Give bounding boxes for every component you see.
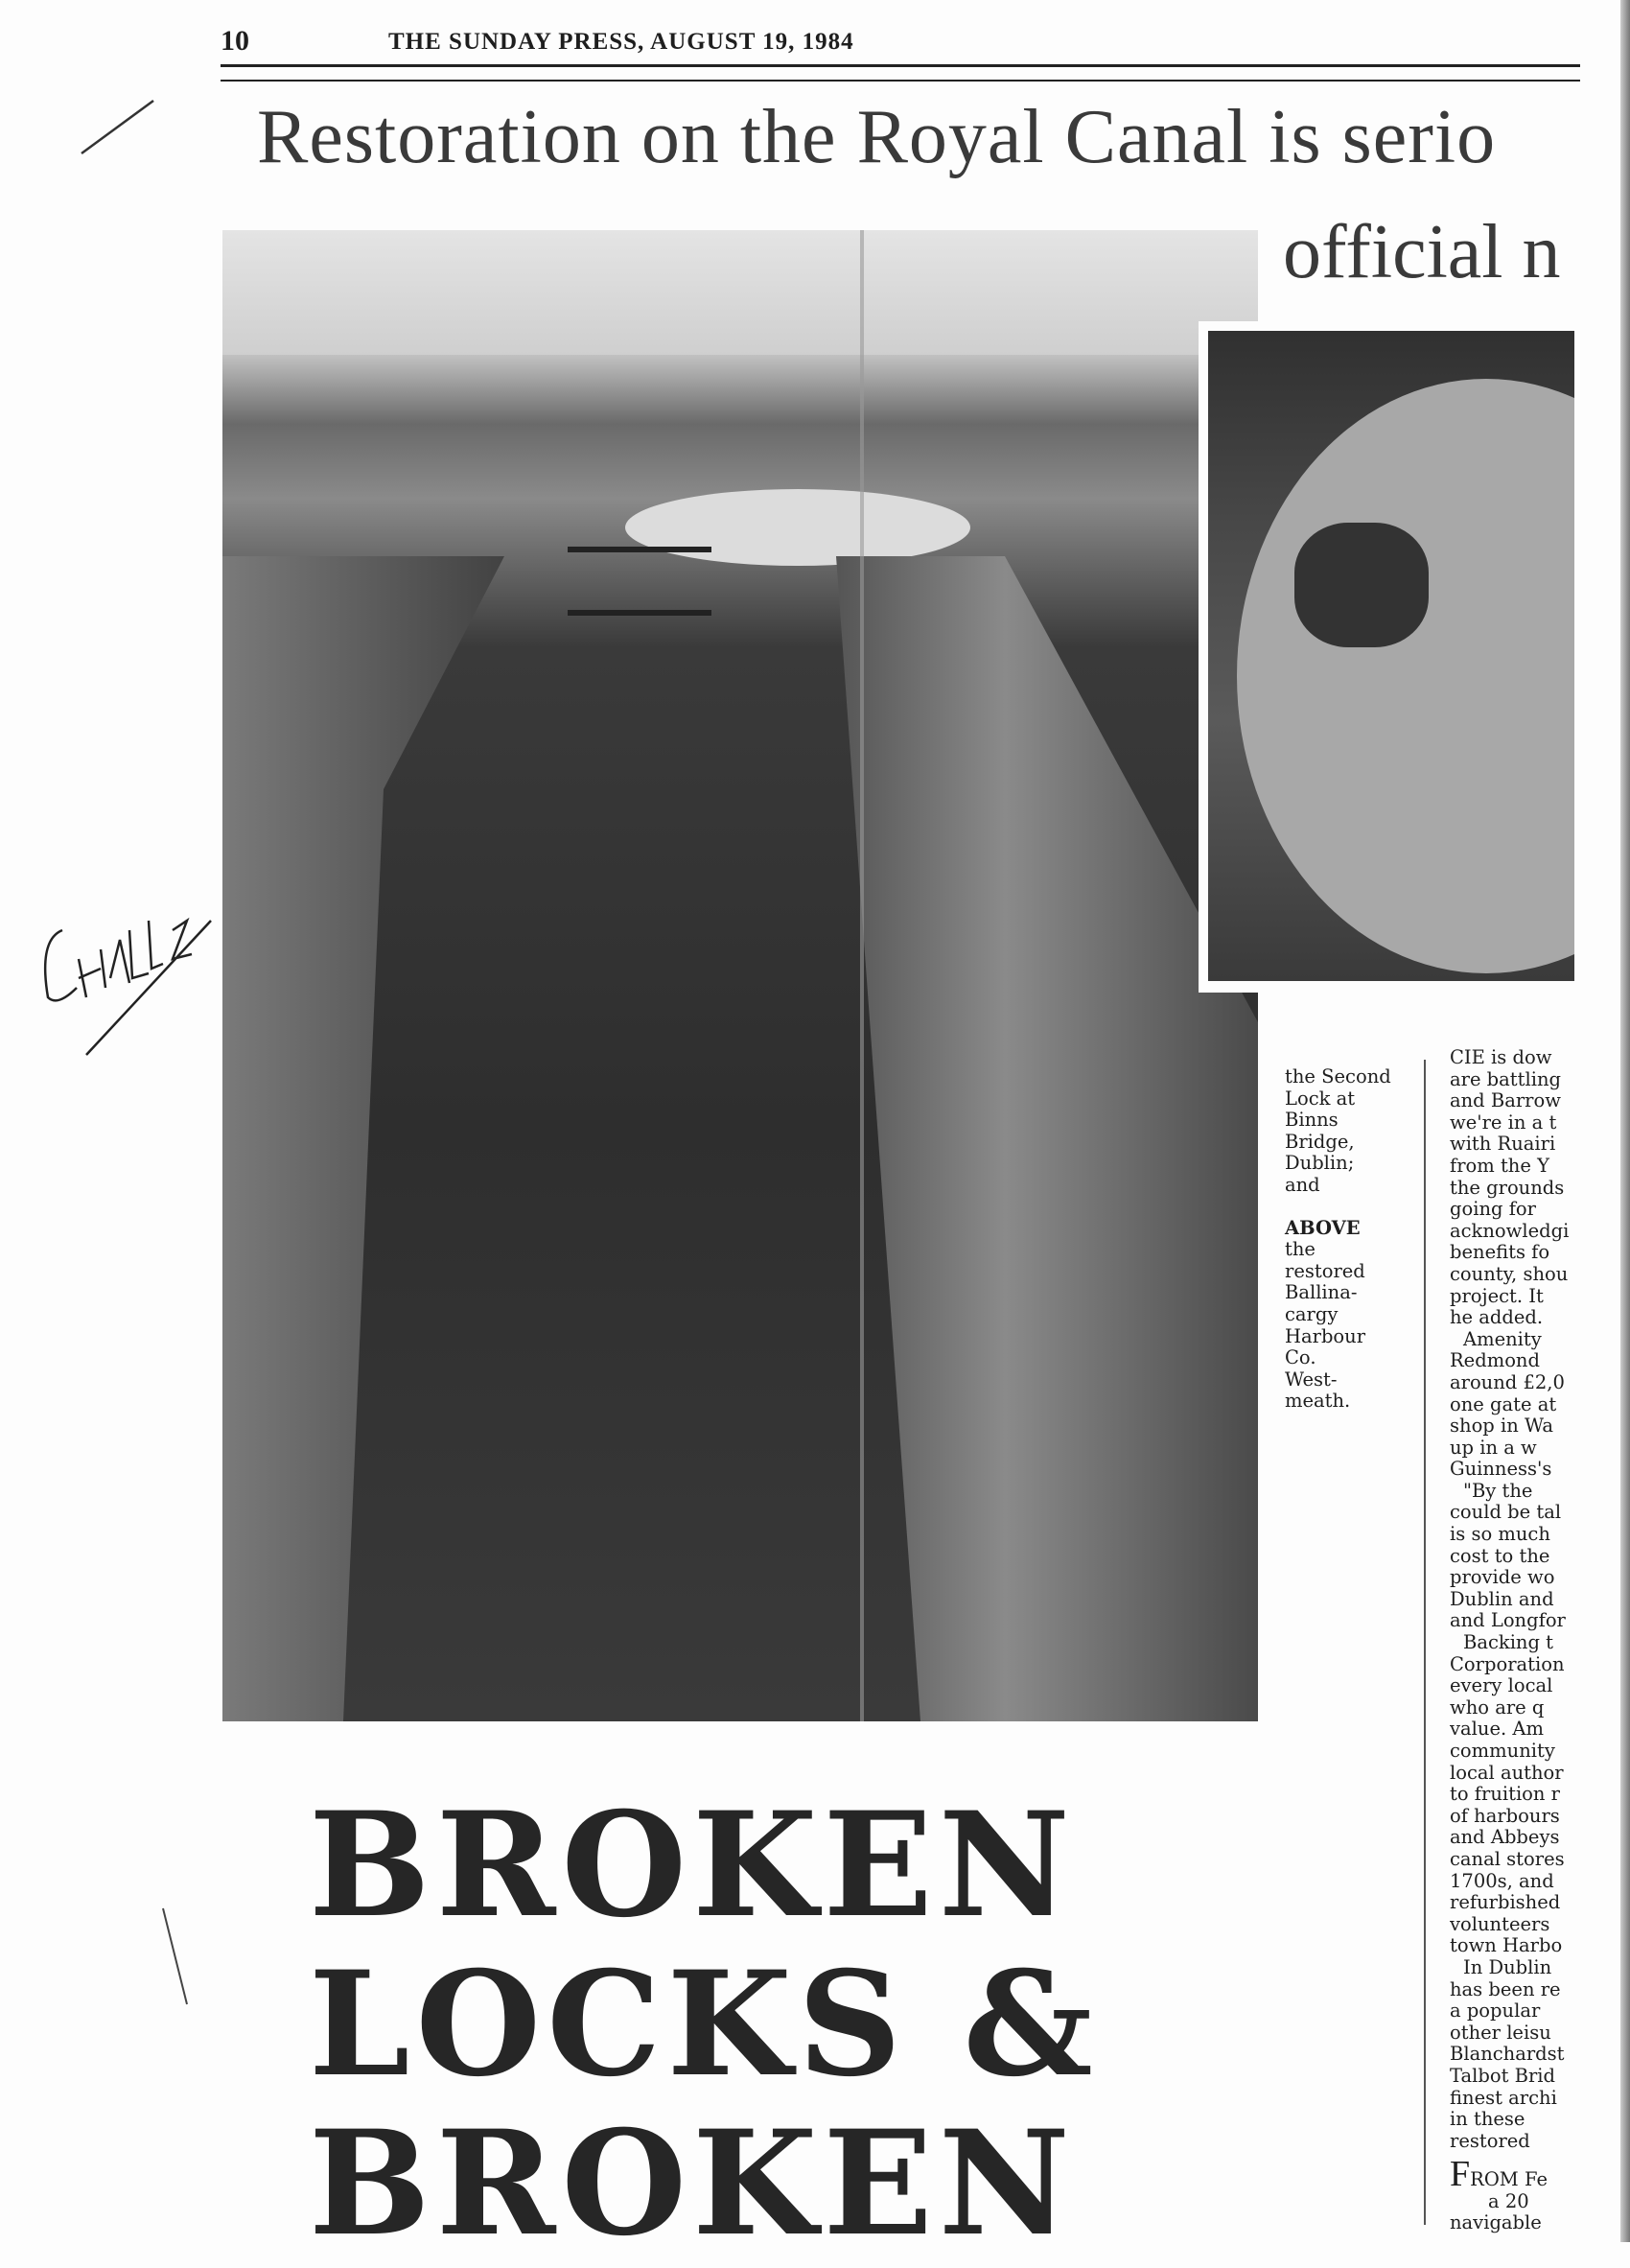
column-line (1450, 2154, 1579, 2195)
column-line: going for (1450, 1198, 1536, 1221)
drop-cap: F (1450, 2154, 1471, 2195)
column-line: who are q (1450, 1695, 1545, 1719)
column-line: Dublin and (1450, 1587, 1554, 1610)
caption-line: the Second (1285, 1065, 1391, 1087)
header-rule (221, 64, 1580, 67)
scan-edge (1620, 0, 1630, 2242)
caption-line: Co. (1285, 1346, 1316, 1369)
photo-second-lock-binns-bridge (222, 230, 1258, 1721)
handwritten-note (19, 863, 230, 1074)
column-line: local author (1450, 1761, 1564, 1784)
caption-line: Harbour (1285, 1324, 1366, 1347)
caption-line: the (1285, 1238, 1316, 1261)
column-line: Redmond (1450, 1349, 1540, 1372)
caption-lead: ABOVE (1285, 1216, 1361, 1239)
column-line: Amenity (1463, 1327, 1542, 1350)
column-line: of harbours (1450, 1804, 1560, 1827)
masthead: THE SUNDAY PRESS, AUGUST 19, 1984 (388, 29, 854, 55)
feature-headline-line: BROKEN (309, 1781, 1076, 1950)
column-line: he added. (1450, 1306, 1544, 1329)
caption-line: meath. (1285, 1390, 1351, 1413)
column-line: CIE is dow (1450, 1047, 1552, 1068)
article-column (1450, 1047, 1579, 2234)
column-line: we're in a t (1450, 1111, 1557, 1134)
feature-headline-line: LOCKS & (309, 1940, 1099, 2109)
column-line: 1700s, and (1450, 1869, 1554, 1892)
column-line: Backing t (1463, 1631, 1554, 1654)
feature-headline (309, 1781, 1099, 2268)
column-line: are battling (1450, 1067, 1561, 1090)
column-line: one gate at (1450, 1392, 1557, 1415)
column-line: refurbished (1450, 1891, 1561, 1914)
column-line: project. It (1450, 1284, 1544, 1307)
column-line: shop in Wa (1450, 1415, 1553, 1438)
page-number: 10 (221, 25, 249, 57)
column-line: up in a w (1450, 1436, 1537, 1459)
column-line: from the Y (1450, 1154, 1549, 1177)
column-line: the grounds (1450, 1176, 1565, 1199)
headline: Restoration on the Royal Canal is serio (257, 95, 1497, 179)
column-line: value. Am (1450, 1718, 1544, 1741)
column-line: and Longfor (1450, 1609, 1566, 1632)
column-line: and Abbeys (1450, 1826, 1560, 1849)
column-line: "By the (1463, 1479, 1533, 1502)
column-line: and Barrow (1450, 1089, 1561, 1112)
column-line: acknowledgi (1450, 1219, 1570, 1242)
column-line: Guinness's (1450, 1458, 1552, 1481)
column-line: county, shou (1450, 1262, 1569, 1285)
pen-mark (77, 96, 163, 163)
caption-line: Dublin; (1285, 1152, 1355, 1175)
column-line: in these (1450, 2108, 1525, 2131)
photo-caption (1285, 1066, 1414, 1413)
column-line: cost to the (1450, 1544, 1550, 1567)
column-line: navigable (1450, 2211, 1542, 2234)
column-line: benefits fo (1450, 1241, 1550, 1264)
caption-line: cargy (1285, 1302, 1339, 1325)
column-line: canal stores (1450, 1847, 1565, 1870)
column-line: a 20 (1488, 2189, 1529, 2212)
column-line: every local (1450, 1674, 1553, 1697)
header-rule (221, 80, 1580, 82)
column-line: restored (1450, 2129, 1530, 2152)
caption-line: Ballina- (1285, 1281, 1358, 1304)
caption-line: Bridge, (1285, 1130, 1355, 1153)
column-line: town Harbo (1450, 1934, 1563, 1957)
column-line: is so much (1450, 1523, 1550, 1546)
column-line: around £2,0 (1450, 1370, 1565, 1393)
column-line: community (1450, 1740, 1555, 1762)
feature-headline-line: BROKEN (309, 2099, 1076, 2268)
column-line: volunteers (1450, 1912, 1550, 1935)
column-line: In Dublin (1463, 1955, 1552, 1978)
column-line: Corporation (1450, 1652, 1565, 1675)
column-line: other leisu (1450, 2021, 1551, 2044)
column-line: to fruition r (1450, 1783, 1561, 1806)
column-line: with Ruairi (1450, 1133, 1556, 1156)
column-divider (1424, 1060, 1426, 2225)
column-line: finest archi (1450, 2086, 1557, 2109)
caption-line: West- (1285, 1368, 1338, 1391)
headline-continued: official n (1283, 210, 1561, 294)
column-line: a popular (1450, 1999, 1541, 2022)
column-line: Talbot Brid (1450, 2064, 1555, 2087)
caption-line: and (1285, 1173, 1320, 1196)
column-line: has been re (1450, 1977, 1561, 2000)
photo-ballinacargy-harbour (1199, 321, 1582, 993)
column-text: ROM Fe (1470, 2168, 1548, 2191)
caption-line: restored (1285, 1259, 1365, 1282)
caption-line: Binns (1285, 1109, 1339, 1132)
caption-line: Lock at (1285, 1087, 1356, 1110)
column-line: Blanchardst (1450, 2043, 1565, 2066)
column-line: could be tal (1450, 1501, 1562, 1524)
pen-mark (158, 1904, 197, 2009)
column-line: provide wo (1450, 1566, 1555, 1589)
